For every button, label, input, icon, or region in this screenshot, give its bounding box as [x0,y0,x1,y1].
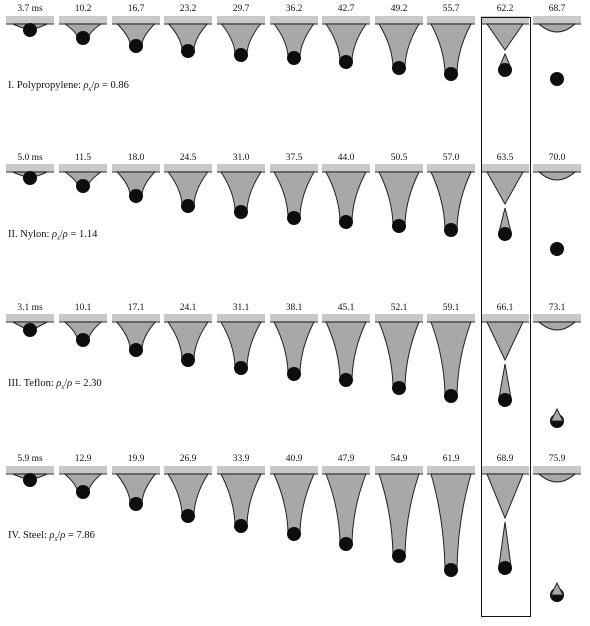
frame-surface [6,16,54,24]
sphere [181,509,195,523]
collapsed-cavity [539,172,575,180]
time-label: 26.9 [179,454,197,464]
sphere [339,55,353,69]
frame-surface [322,16,370,24]
time-label: 54.9 [390,454,408,464]
frame-surface [217,466,265,474]
sphere [339,215,353,229]
time-label: 45.1 [337,303,355,313]
frame-surface [533,16,581,24]
sphere [444,563,458,577]
time-label: 18.0 [127,153,145,163]
time-label: 44.0 [337,153,355,163]
sphere [76,31,90,45]
sphere [129,497,143,511]
frame-surface [59,314,107,322]
frame-surface [112,16,160,24]
frame-surface [164,16,212,24]
time-label: 24.5 [179,153,197,163]
sphere [23,323,37,337]
trailing-bubble [551,409,563,421]
sphere [287,211,301,225]
trailing-bubble [551,583,563,595]
time-label: 50.5 [390,153,408,163]
sphere [550,242,564,256]
sphere [339,373,353,387]
frame-surface [6,314,54,322]
frame-surface [533,466,581,474]
frame-surface [322,466,370,474]
frame-surface [270,16,318,24]
time-label: 5.9 ms [17,454,43,464]
time-label: 3.1 ms [17,303,43,313]
air-cavity [431,172,471,228]
frame-surface [375,466,423,474]
sphere [129,189,143,203]
air-cavity [274,322,314,372]
time-label: 10.1 [74,303,92,313]
frame-surface [270,164,318,172]
frame-surface [164,314,212,322]
sphere [181,199,195,213]
sphere [76,485,90,499]
frame-surface [6,164,54,172]
sphere [339,537,353,551]
air-cavity [326,172,366,220]
time-label: 40.9 [285,454,303,464]
sphere [392,61,406,75]
time-label: 36.2 [285,4,303,14]
sphere [234,519,248,533]
frame-surface [427,466,475,474]
frame-surface [427,16,475,24]
frame-surface [59,16,107,24]
air-cavity [379,322,419,386]
time-label: 24.1 [179,303,197,313]
time-label: 33.9 [232,454,250,464]
frame-surface [59,164,107,172]
collapsed-cavity [539,24,575,32]
sphere [550,72,564,86]
frame-surface [59,466,107,474]
row-label-nylon: II. Nylon: $\rho_s/\rho = 1.14$ [8,229,98,243]
sphere [129,39,143,53]
time-label: 70.0 [548,153,566,163]
row-label-polypropylene: I. Polypropylene: $\rho_s/\rho = 0.86$ [8,80,129,94]
sphere [76,179,90,193]
frame-surface [427,164,475,172]
sphere [444,389,458,403]
sphere [392,381,406,395]
time-label: 12.9 [74,454,92,464]
air-cavity [326,322,366,378]
time-label: 57.0 [442,153,460,163]
sphere [23,23,37,37]
time-label: 55.7 [442,4,460,14]
row-label-steel: IV. Steel: $\rho_s/\rho = 7.86$ [8,530,95,544]
frame-surface [164,466,212,474]
time-label: 37.5 [285,153,303,163]
time-label: 31.0 [232,153,250,163]
air-cavity [326,24,366,60]
sphere [181,353,195,367]
collapsed-cavity [539,322,575,330]
time-label: 66.1 [496,303,514,313]
frame-surface [322,314,370,322]
time-label: 3.7 ms [17,4,43,14]
time-label: 38.1 [285,303,303,313]
frame-surface [322,164,370,172]
sphere [76,333,90,347]
time-label: 75.9 [548,454,566,464]
sphere [129,343,143,357]
frame-surface [6,466,54,474]
time-label: 17.1 [127,303,145,313]
frame-surface [217,16,265,24]
frame-surface [375,164,423,172]
air-cavity [274,172,314,216]
sphere [23,473,37,487]
sphere [444,67,458,81]
sphere [287,51,301,65]
air-cavity [221,322,261,366]
frame-surface [112,314,160,322]
sphere [234,205,248,219]
sphere [181,44,195,58]
air-cavity [221,474,261,524]
time-label: 5.0 ms [17,153,43,163]
frame-surface [375,314,423,322]
time-label: 29.7 [232,4,250,14]
frame-surface [375,16,423,24]
sphere [287,527,301,541]
time-label: 63.5 [496,153,514,163]
time-label: 10.2 [74,4,92,14]
air-cavity [379,474,419,554]
time-label: 62.2 [496,4,514,14]
frame-surface [270,466,318,474]
time-label: 49.2 [390,4,408,14]
air-cavity [274,474,314,532]
time-label: 68.7 [548,4,566,14]
frame-surface [164,164,212,172]
sphere [392,549,406,563]
pinch-off-highlight-box [481,17,531,617]
sphere [287,367,301,381]
time-label: 73.1 [548,303,566,313]
sphere [234,48,248,62]
frame-surface [270,314,318,322]
frame-surface [217,314,265,322]
time-label: 52.1 [390,303,408,313]
sphere [392,219,406,233]
sphere [23,171,37,185]
row-label-teflon: III. Teflon: $\rho_s/\rho = 2.30$ [8,378,102,392]
frame-surface [112,466,160,474]
time-label: 61.9 [442,454,460,464]
frame-surface [112,164,160,172]
time-label: 19.9 [127,454,145,464]
time-label: 31.1 [232,303,250,313]
frame-surface [217,164,265,172]
time-label: 11.5 [74,153,92,163]
frame-surface [533,314,581,322]
time-label: 59.1 [442,303,460,313]
time-label: 23.2 [179,4,197,14]
time-label: 47.9 [337,454,355,464]
air-cavity [431,322,471,394]
air-cavity [168,474,208,514]
air-cavity [431,24,471,72]
air-cavity [379,172,419,224]
time-label: 16.7 [127,4,145,14]
air-cavity [168,322,208,358]
frame-surface [427,314,475,322]
air-cavity [379,24,419,66]
air-cavity [431,474,471,568]
time-label: 42.7 [337,4,355,14]
collapsed-cavity [539,474,575,482]
sphere [234,361,248,375]
sphere [444,223,458,237]
time-label: 68.9 [496,454,514,464]
air-cavity [221,172,261,210]
frame-surface [533,164,581,172]
air-cavity [326,474,366,542]
